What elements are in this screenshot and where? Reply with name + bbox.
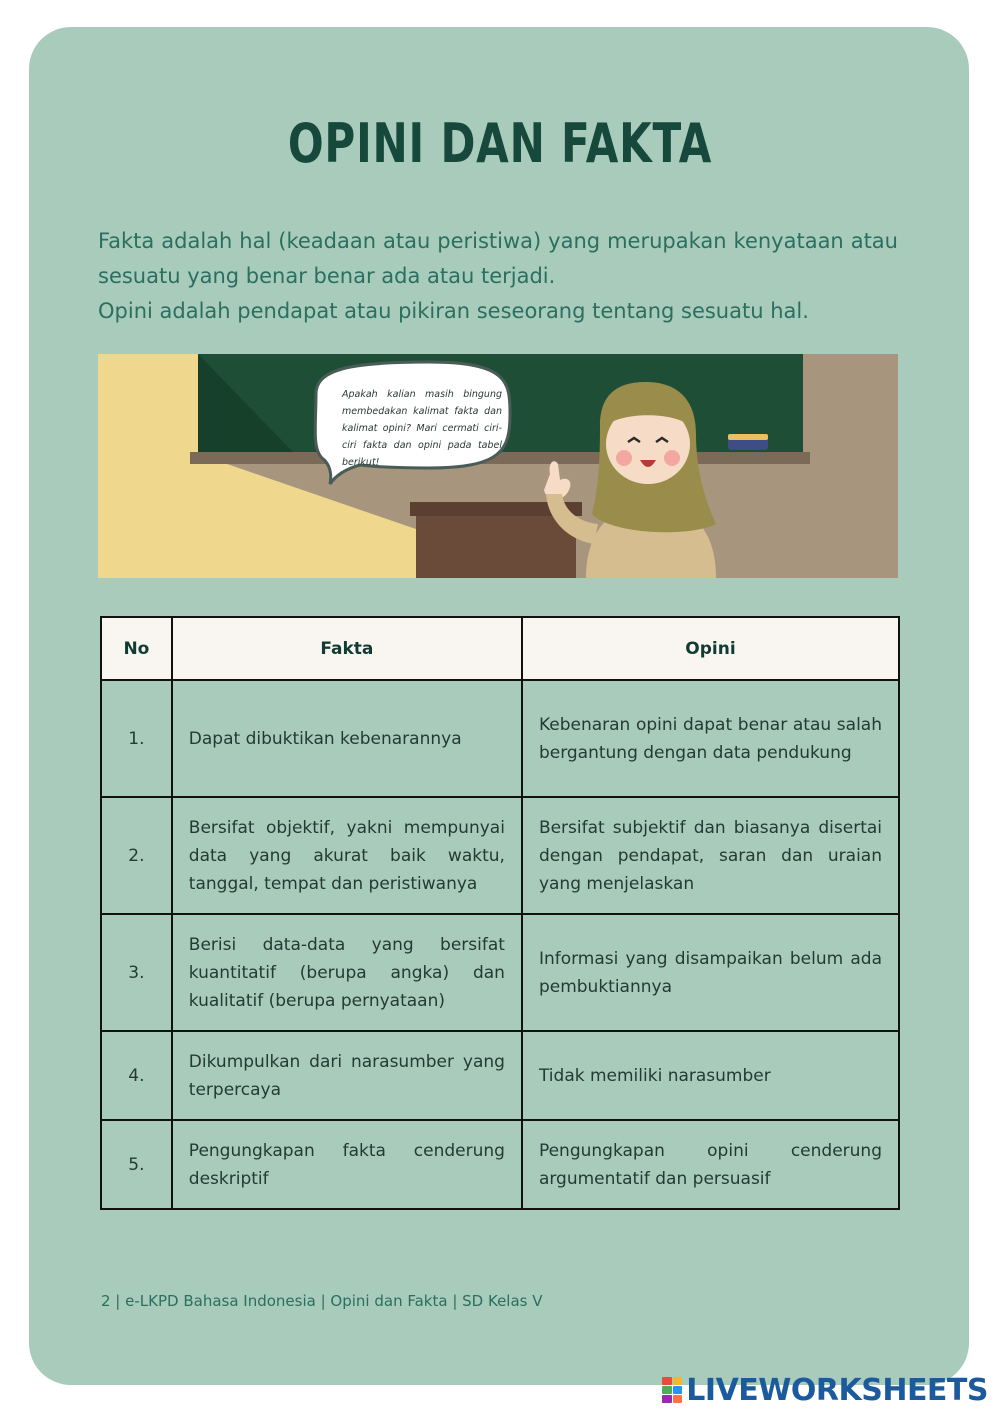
opini-cell: Informasi yang disampaikan belum ada pembuktiannya xyxy=(522,914,899,1031)
row-number: 2. xyxy=(101,797,172,914)
intro-opini-definition: Opini adalah pendapat atau pikiran seseorang tentang sesuatu hal. xyxy=(98,299,809,323)
row-number: 3. xyxy=(101,914,172,1031)
fakta-cell: Dikumpulkan dari narasumber yang terpercaya xyxy=(172,1031,522,1120)
table-row xyxy=(101,1031,899,1120)
opini-cell: Tidak memiliki narasumber xyxy=(522,1031,899,1120)
liveworksheets-brand[interactable] xyxy=(662,1372,988,1408)
fakta-cell: Berisi data-data yang bersifat kuantitatif (berupa angka) dan kualitatif (berupa pernyataan) xyxy=(172,914,522,1031)
table-row xyxy=(101,1120,899,1209)
table-row xyxy=(101,797,899,914)
header-opini: Opini xyxy=(522,617,899,680)
opini-cell: Kebenaran opini dapat benar atau salah bergantung dengan data pendukung xyxy=(522,680,899,797)
table-row xyxy=(101,914,899,1031)
fakta-opini-table xyxy=(100,616,900,1210)
liveworksheets-logo-icon xyxy=(662,1377,682,1403)
liveworksheets-wordmark: LIVEWORKSHEETS xyxy=(686,1372,988,1408)
header-no: No xyxy=(101,617,172,680)
fakta-cell: Pengungkapan fakta cenderung deskriptif xyxy=(172,1120,522,1209)
opini-cell: Pengungkapan opini cenderung argumentatif dan persuasif xyxy=(522,1120,899,1209)
row-number: 5. xyxy=(101,1120,172,1209)
page-title: OPINI DAN FAKTA xyxy=(287,112,713,175)
fakta-cell: Dapat dibuktikan kebenarannya xyxy=(172,680,522,797)
fakta-cell: Bersifat objektif, yakni mempunyai data yang akurat baik waktu, tanggal, tempat dan peristiwanya xyxy=(172,797,522,914)
intro-fakta-definition: Fakta adalah hal (keadaan atau peristiwa) yang merupakan kenyataan atau sesuatu yang benar benar ada atau terjadi. xyxy=(98,229,898,288)
speech-bubble-text: Apakah kalian masih bingung membedakan kalimat fakta dan kalimat opini? Mari cermati ciri-ciri fakta dan opini pada tabel berikut! xyxy=(342,389,502,468)
page-footer: 2 | e-LKPD Bahasa Indonesia | Opini dan Fakta | SD Kelas V xyxy=(101,1292,543,1310)
opini-cell: Bersifat subjektif dan biasanya disertai dengan pendapat, saran dan uraian yang menjelaskan xyxy=(522,797,899,914)
row-number: 1. xyxy=(101,680,172,797)
eraser-top-shape xyxy=(728,434,768,440)
row-number: 4. xyxy=(101,1031,172,1120)
table-row xyxy=(101,680,899,797)
intro-text xyxy=(98,224,898,329)
header-fakta: Fakta xyxy=(172,617,522,680)
table-header-row xyxy=(101,617,899,680)
